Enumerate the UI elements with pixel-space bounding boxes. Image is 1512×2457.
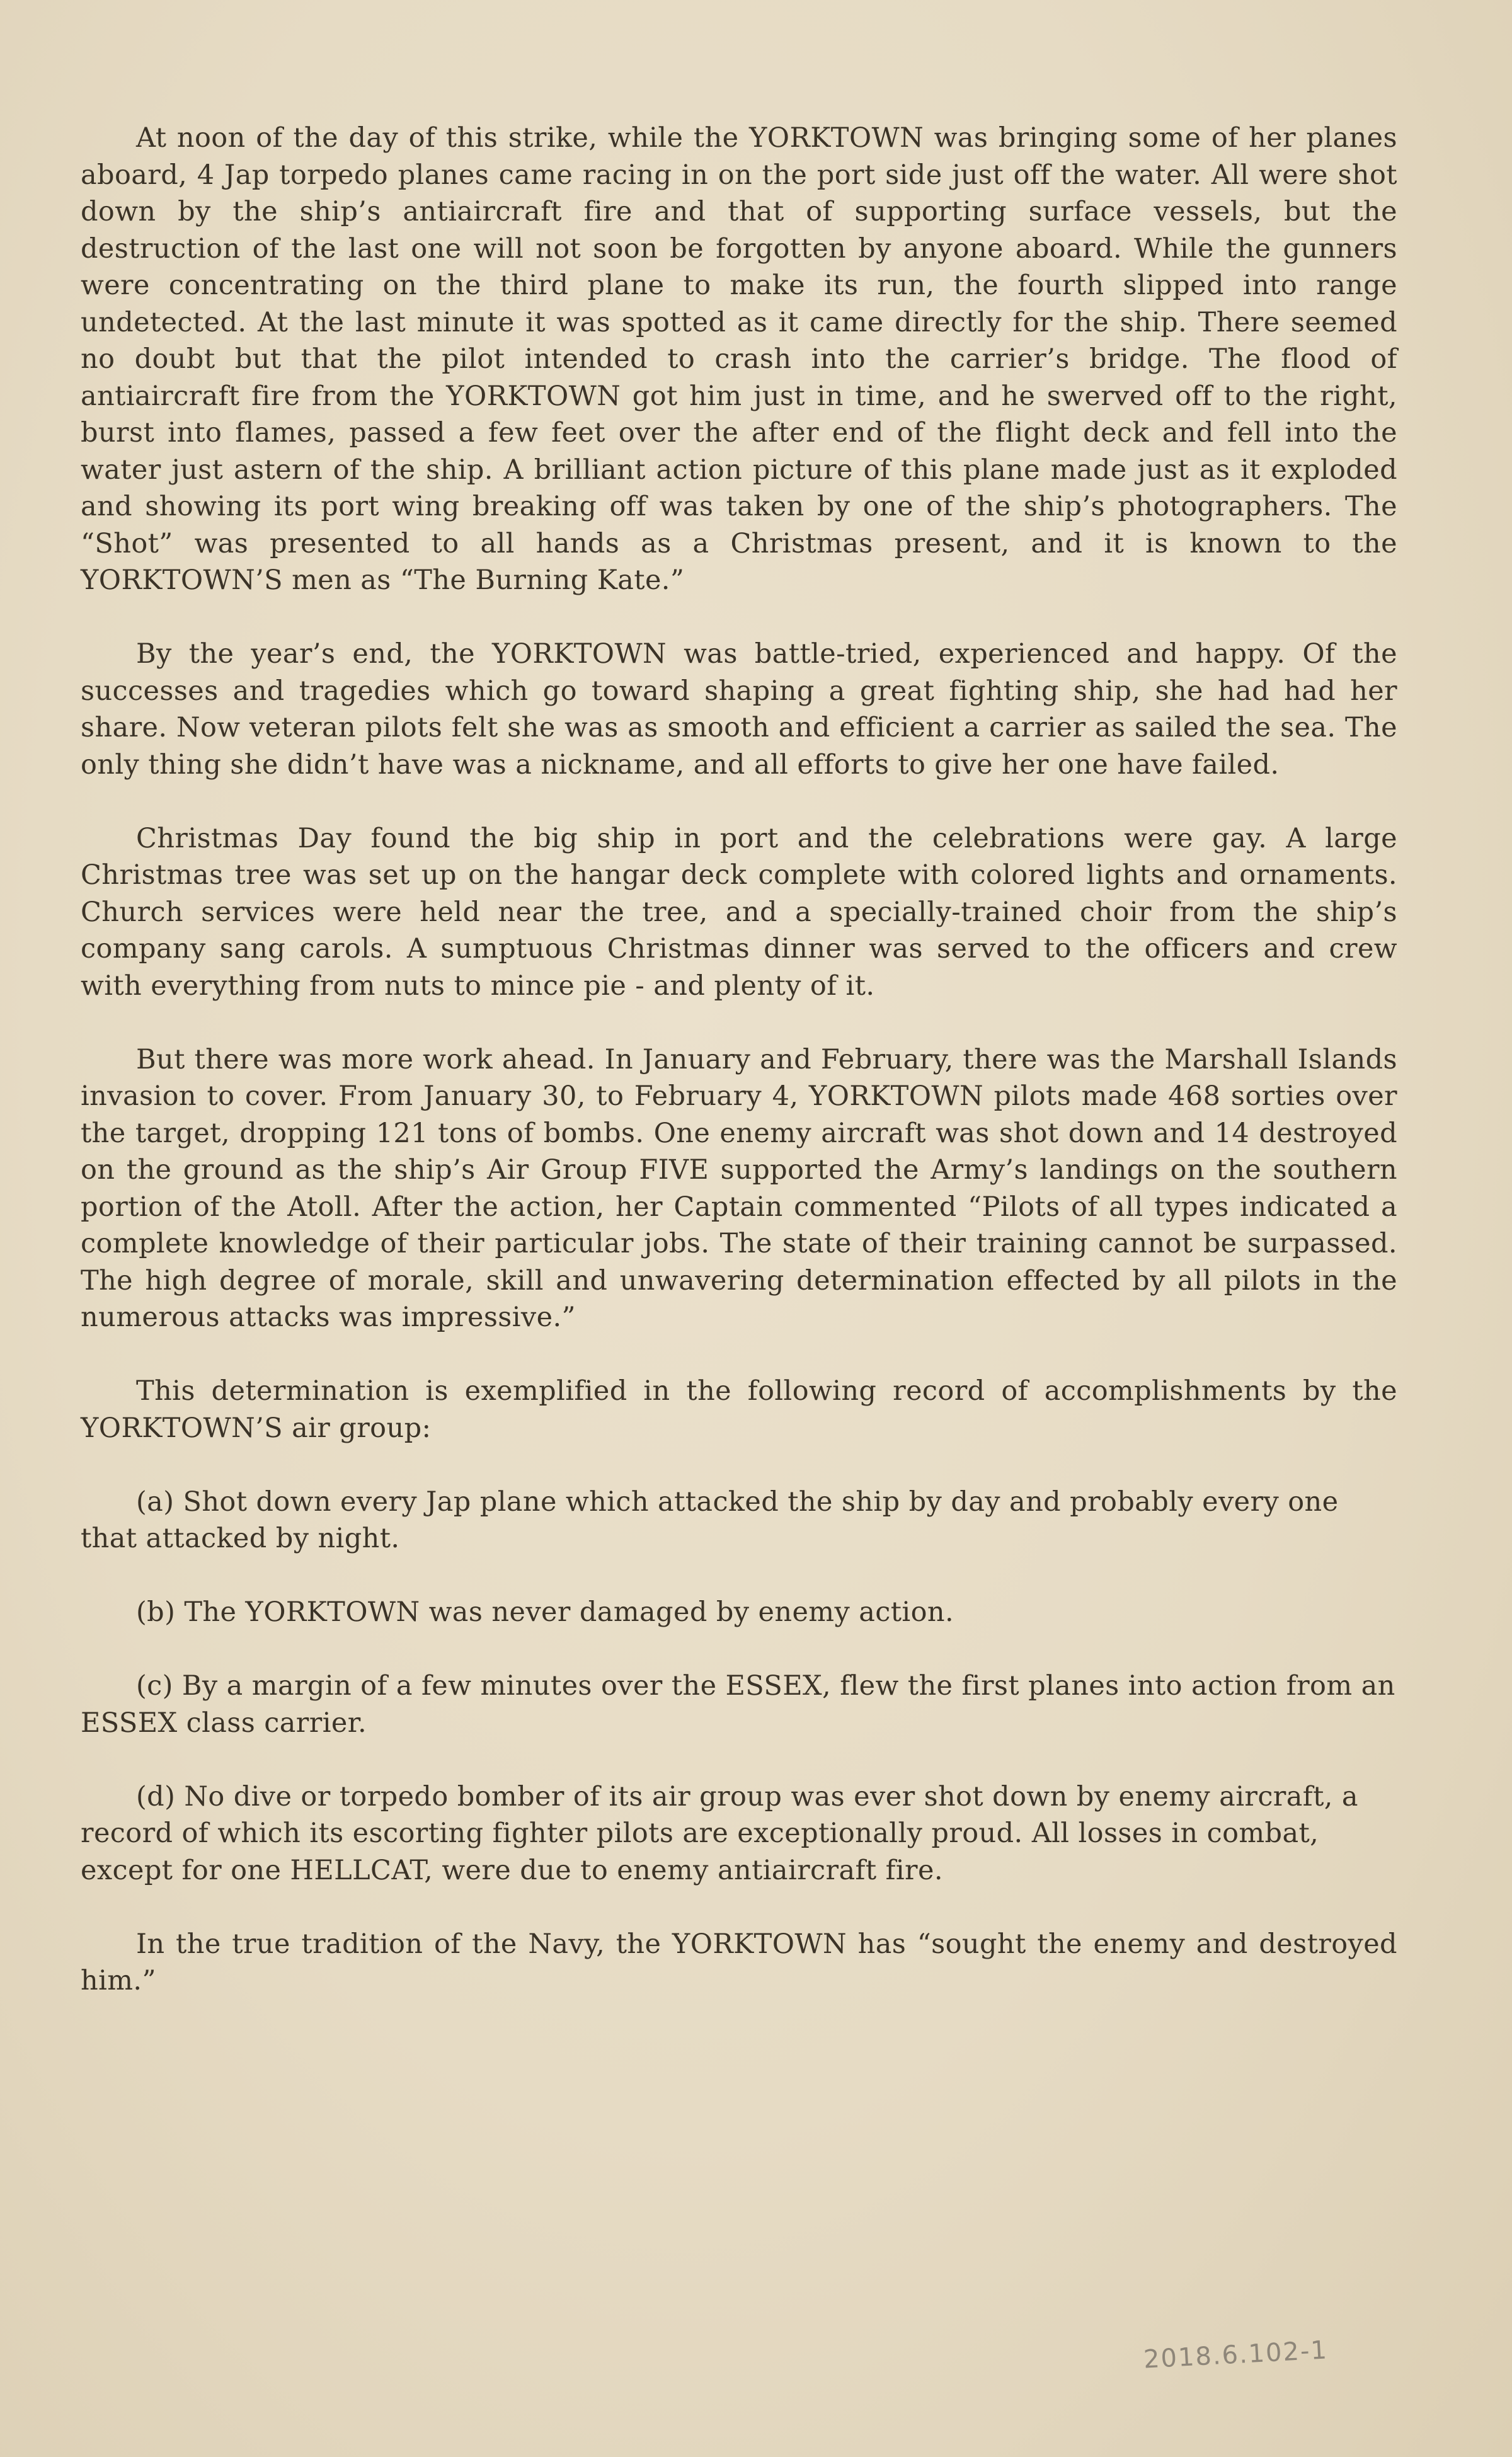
record-item-a: (a) Shot down every Jap plane which attacked the ship by day and probably every one that attacked by night.	[81, 1486, 1339, 1554]
closing-paragraph: In the true tradition of the Navy, the YORKTOWN has “sought the enemy and destroyed him.”	[81, 1928, 1397, 1996]
paragraph-year-end: By the year’s end, the YORKTOWN was battle-tried, experienced and happy. Of the successes and tragedies which go toward shaping a great fighting ship, she had had her share. Now veteran pilots felt she was as smooth and efficient a carrier as sailed the sea. The only thing she didn’t have was a nickname, and all efforts to give her one have failed.	[81, 638, 1397, 781]
document-body	[81, 120, 1397, 2000]
record-item-d: (d) No dive or torpedo bomber of its air group was ever shot down by enemy aircraft, a record of which its escorting fighter pilots are exceptionally proud. All losses in combat, except for one HELLCAT, were due to enemy antiaircraft fire.	[81, 1780, 1358, 1886]
paragraph-christmas: Christmas Day found the big ship in port and the celebrations were gay. A large Christmas tree was set up on the hangar deck complete with colored lights and ornaments. Church services were held near the tree, and a specially-trained choir from the ship’s company sang carols. A sumptuous Christmas dinner was served to the officers and crew with everything from nuts to mince pie - and plenty of it.	[81, 822, 1397, 1002]
record-item-b: (b) The YORKTOWN was never damaged by enemy action.	[136, 1596, 954, 1628]
record-item-c: (c) By a margin of a few minutes over the ESSEX, flew the first planes into action from an ESSEX class carrier.	[81, 1670, 1395, 1739]
handwritten-accession-number: 2018.6.102-1	[1142, 2335, 1329, 2374]
paragraph-burning-kate: At noon of the day of this strike, while the YORKTOWN was bringing some of her planes aboard, 4 Jap torpedo planes came racing in on the port side just off the water. All were shot down by the ship’s antiaircraft fire and that of supporting surface vessels, but the destruction of the last one will not soon be forgotten by anyone aboard. While the gunners were concentrating on the third plane to make its run, the fourth slipped into range undetected. At the last minute it was spotted as it came directly for the ship. There seemed no doubt but that the pilot intended to crash into the carrier’s bridge. The flood of antiaircraft fire from the YORKTOWN got him just in time, and he swerved off to the right, burst into flames, passed a few feet over the after end of the flight deck and fell into the water just astern of the ship. A brilliant action picture of this plane made just as it exploded and showing its port wing breaking off was taken by one of the ship’s photographers. The “Shot” was presented to all hands as a Christmas present, and it is known to the YORKTOWN’S men as “The Burning Kate.”	[81, 122, 1397, 596]
paragraph-marshall-islands: But there was more work ahead. In January and February, there was the Marshall Islands invasion to cover. From January 30, to February 4, YORKTOWN pilots made 468 sorties over the target, dropping 121 tons of bombs. One enemy aircraft was shot down and 14 destroyed on the ground as the ship’s Air Group FIVE supported the Army’s landings on the southern portion of the Atoll. After the action, her Captain commented “Pilots of all types indicated a complete knowledge of their particular jobs. The state of their training cannot be surpassed. The high degree of morale, skill and unwavering determination effected by all pilots in the numerous attacks was impressive.”	[81, 1043, 1397, 1333]
paragraph-record-intro: This determination is exemplified in the following record of accomplishments by the YORKTOWN’S air group:	[81, 1375, 1397, 1444]
